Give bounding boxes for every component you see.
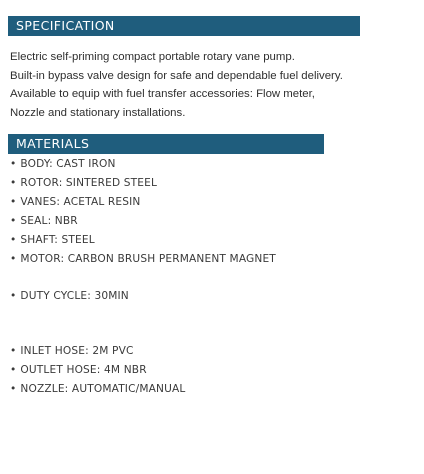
- list-item: [10, 193, 276, 212]
- list-item: [10, 212, 276, 231]
- list-item-text: NOZZLE: AUTOMATIC/MANUAL: [20, 383, 186, 395]
- bullet: •: [10, 383, 17, 395]
- list-item-text: OUTLET HOSE: 4M NBR: [20, 364, 147, 376]
- spec-line: Electric self-priming compact portable rotary vane pump.: [10, 51, 295, 63]
- list-item-text: VANES: ACETAL RESIN: [20, 196, 141, 208]
- list-item-text: DUTY CYCLE: 30MIN: [20, 290, 129, 302]
- list-item-text: MOTOR: CARBON BRUSH PERMANENT MAGNET: [20, 253, 276, 265]
- list-item: [10, 174, 276, 193]
- list-item: [10, 231, 276, 250]
- specification-heading-label: SPECIFICATION: [16, 18, 115, 33]
- materials-heading-label: MATERIALS: [16, 136, 90, 151]
- list-item: [10, 342, 185, 361]
- list-item-text: INLET HOSE: 2M PVC: [20, 345, 134, 357]
- materials-heading: [8, 134, 324, 154]
- list-item-text: SHAFT: STEEL: [20, 234, 95, 246]
- list-item-text: BODY: CAST IRON: [20, 158, 116, 170]
- bullet: •: [10, 290, 17, 302]
- bullet: •: [10, 177, 17, 189]
- bullet: •: [10, 345, 17, 357]
- bullet: •: [10, 364, 17, 376]
- list-item-text: SEAL: NBR: [20, 215, 78, 227]
- bullet: •: [10, 158, 17, 170]
- bullet: •: [10, 253, 17, 265]
- bullet: •: [10, 215, 17, 227]
- list-item: [10, 380, 185, 399]
- accessories-list: [10, 342, 185, 399]
- spec-line: Built-in bypass valve design for safe and dependable fuel delivery.: [10, 69, 343, 82]
- spec-line: Nozzle and stationary installations.: [10, 106, 186, 119]
- list-item: [10, 287, 129, 306]
- materials-list: [10, 155, 276, 269]
- specification-description: [10, 48, 422, 122]
- duty-cycle-list: [10, 287, 129, 306]
- bullet: •: [10, 234, 17, 246]
- bullet: •: [10, 196, 17, 208]
- list-item: [10, 155, 276, 174]
- list-item: [10, 250, 276, 269]
- list-item-text: ROTOR: SINTERED STEEL: [20, 177, 158, 189]
- specification-heading: [8, 16, 360, 36]
- spec-line: Available to equip with fuel transfer accessories: Flow meter,: [10, 88, 315, 100]
- list-item: [10, 361, 185, 380]
